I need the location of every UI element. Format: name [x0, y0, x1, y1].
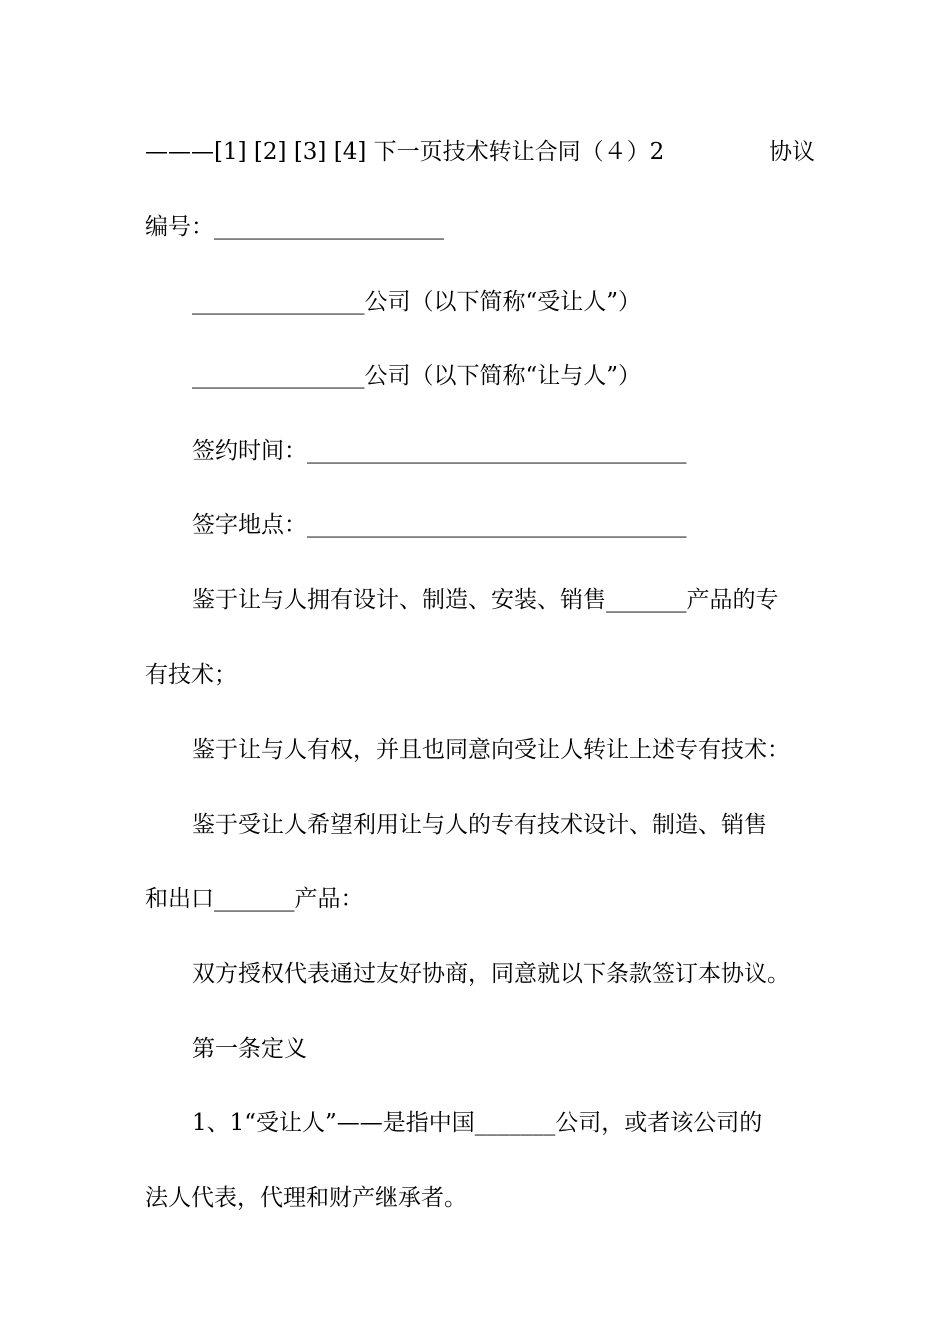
- whereas-3-line-1: 鉴于受让人希望利用让与人的专有技术设计、制造、销售: [192, 812, 767, 838]
- header-title-right: 协议: [769, 139, 815, 165]
- whereas-1-line-1: 鉴于让与人拥有设计、制造、安装、销售_______产品的专: [192, 587, 779, 613]
- agreement-number: 编号：____________________: [145, 214, 444, 240]
- nav-page-4[interactable]: [4]: [333, 139, 367, 165]
- sign-place-line: 签字地点：_________________________________: [192, 512, 687, 538]
- agreement-statement: 双方授权代表通过友好协商，同意就以下条款签订本协议。: [192, 961, 790, 987]
- nav-page-1[interactable]: [1]: [214, 139, 247, 165]
- header-dashes: ———: [145, 139, 214, 165]
- whereas-1-line-2: 有技术；: [145, 662, 237, 688]
- whereas-2-line: 鉴于让与人有权，并且也同意向受让人转让上述专有技术：: [192, 737, 790, 763]
- header-left: [145, 134, 664, 170]
- article-1-heading: 第一条定义: [192, 1036, 307, 1062]
- assignee-line: _______________公司（以下简称“受让人”）: [192, 289, 642, 315]
- nav-page-2[interactable]: [2]: [253, 139, 287, 165]
- whereas-3-line-2: 和出口_______产品：: [145, 886, 364, 912]
- definition-1-line-2: 法人代表，代理和财产继承者。: [145, 1185, 467, 1211]
- nav-page-3[interactable]: [3]: [293, 139, 327, 165]
- definition-1-line-1: 1、1“受让人”——是指中国_______公司，或者该公司的: [192, 1110, 763, 1136]
- assignor-line: _______________公司（以下简称“让与人”）: [192, 363, 642, 389]
- next-page-link[interactable]: 下一页: [373, 139, 443, 165]
- header-line: [145, 134, 815, 170]
- document-title: 技术转让合同（４）2: [442, 139, 665, 165]
- sign-date-line: 签约时间：_________________________________: [192, 438, 687, 464]
